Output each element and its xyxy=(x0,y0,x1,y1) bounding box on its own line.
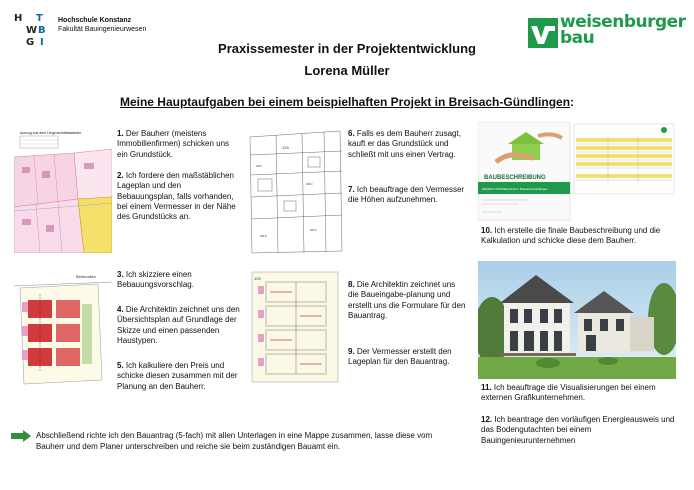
step-number: 9. xyxy=(348,347,355,356)
step-5 xyxy=(117,361,240,392)
step-3 xyxy=(117,270,240,291)
step-6 xyxy=(348,129,468,160)
step-1 xyxy=(117,129,240,160)
step-text: Der Bauherr (meistens Immobilienfirmen) schicken uns ein Grundstück. xyxy=(117,129,230,159)
step-11 xyxy=(481,383,681,404)
step-number: 8. xyxy=(348,280,355,289)
svg-text:203.5: 203.5 xyxy=(310,229,317,232)
arrow-right-icon xyxy=(11,430,31,442)
step-number: 11. xyxy=(481,383,492,392)
step-number: 12. xyxy=(481,415,493,424)
step-12 xyxy=(481,415,681,446)
hs-logo-letter: T xyxy=(36,13,43,24)
svg-text:202.8: 202.8 xyxy=(260,235,267,238)
step-8 xyxy=(348,280,468,321)
step-text: Die Architektin zeichnet uns den Übersichtsplan auf Grundlage der Skizze und einen passenden Haustypen. xyxy=(117,305,240,345)
step-text: Ich beauftrage den Vermesser die Höhen aufzunehmen. xyxy=(348,185,465,205)
step-number: 3. xyxy=(117,270,124,279)
brochure-heading: BAUBESCHREIBUNG xyxy=(484,175,546,181)
step-number: 1. xyxy=(117,129,124,138)
step-number: 4. xyxy=(117,305,124,314)
step-text: Der Vermesser erstellt den Lageplan für den Bauantrag. xyxy=(348,347,452,367)
hochschule-name xyxy=(58,16,146,34)
final-step-text: Abschließend richte ich den Bauantrag (5-fach) mit allen Unterlagen in eine Mappe zusammen, lasse diese vom Bauherr und dem Planer unterschreiben und reiche sie beim zuständigen Bauamt ein. xyxy=(36,431,433,451)
step-2 xyxy=(117,171,240,222)
step-text: Ich beauftrage die Visualisierungen bei einem externen Grafikunternehmen. xyxy=(481,383,656,403)
section-heading-colon: : xyxy=(570,95,575,109)
step-text: Ich skizziere einen Bebauungsvorschlag. xyxy=(117,270,194,290)
cadastral-caption: Auszug aus dem Liegenschaftskataster xyxy=(20,131,82,135)
step-9 xyxy=(348,347,468,368)
svg-text:203.1: 203.1 xyxy=(256,165,263,168)
logo-line1: weisenburger xyxy=(560,12,686,32)
hs-logo-letter: H xyxy=(14,13,23,24)
street-label: Birkenallee xyxy=(76,274,96,279)
step-number: 6. xyxy=(348,129,355,138)
step-4 xyxy=(117,305,240,346)
section-heading-text: Meine Hauptaufgaben bei einem beispielhaften Projekt in Breisach-Gündlingen xyxy=(119,95,571,109)
hs-name-line1: Hochschule Konstanz xyxy=(58,17,132,24)
step-text: Falls es dem Bauherr zusagt, kauft er das Grundstück und schließt mit uns einen Vertrag. xyxy=(348,129,461,159)
step-text: Ich fordere den maßstäblichen Lageplan und den Bebauungsplan, falls vorhanden, bei einem Vermesser in der Nähe des Grundstücks an. xyxy=(117,171,236,222)
step-number: 2. xyxy=(117,171,124,180)
step-number: 7. xyxy=(348,185,355,194)
step-text: Ich beantrage den vorläufigen Energieausweis und das Bodengutachten bei einem Bauingenieurunternehmen xyxy=(481,415,675,445)
hs-logo-letter: B xyxy=(38,25,46,36)
building-permit-plan-image xyxy=(246,268,344,386)
svg-text:204.0: 204.0 xyxy=(306,183,313,186)
logo-line2: bau xyxy=(560,28,595,48)
survey-plan-image xyxy=(246,127,344,255)
site-sketch-image xyxy=(14,268,112,386)
step-number: 10. xyxy=(481,226,493,235)
hs-logo-letter: W xyxy=(26,25,38,36)
step-7 xyxy=(348,185,468,206)
page-title: Praxissemester in der Projektentwicklung xyxy=(218,41,476,56)
step-text: Die Architektin zeichnet uns die Baueingabe-planung und erstellt uns die Formulare für den Bauantrag. xyxy=(348,280,466,320)
specification-calculation-image xyxy=(478,122,676,222)
plan-lot-number: 129 xyxy=(254,276,261,281)
step-text: Ich erstelle die finale Baubeschreibung und die Kalkulation und schicke diese dem Bauherr. xyxy=(481,226,661,246)
brochure-subline: NEUBAU DOPPELHAUS in Breisach-Gündlingen xyxy=(482,187,548,191)
hs-name-line2: Fakultät Bauingenieurwesen xyxy=(58,26,147,33)
author-name: Lorena Müller xyxy=(304,63,390,78)
section-heading xyxy=(0,95,694,109)
step-number: 5. xyxy=(117,361,124,370)
hs-logo-letter: G xyxy=(26,37,35,48)
hs-logo-letter: I xyxy=(40,37,44,48)
house-visualization-image xyxy=(478,261,676,379)
lot-number: 129 xyxy=(282,145,289,150)
cadastral-map-image xyxy=(14,127,112,253)
step-text: Ich kalkuliere den Preis und schicke diesen zusammen mit der Planung an den Bauherr. xyxy=(117,361,238,391)
step-10 xyxy=(481,226,681,247)
